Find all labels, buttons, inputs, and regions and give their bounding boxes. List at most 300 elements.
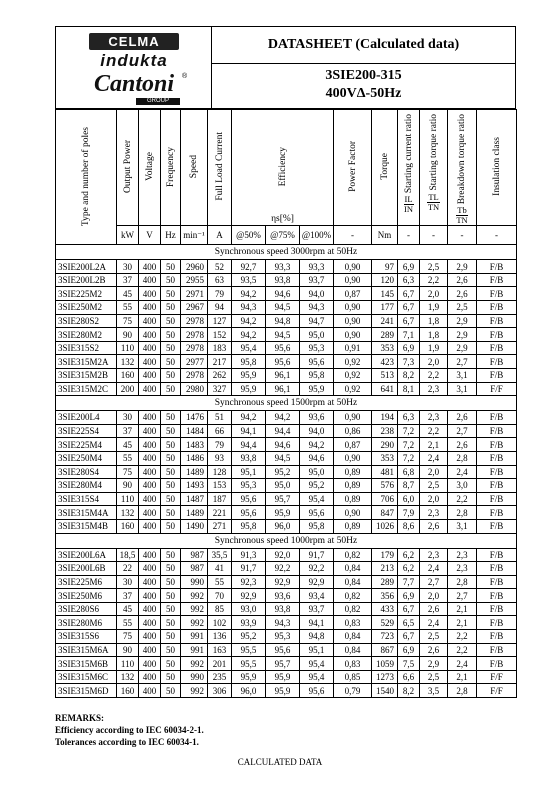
eff50-cell: 95,8 [232,519,266,533]
power-cell: 160 [117,684,139,698]
eff100-cell: 95,1 [300,643,334,657]
voltage-cell: 400 [139,273,161,287]
eff75-cell: 95,6 [266,643,300,657]
speed-cell: 2978 [181,328,208,342]
eff50-cell: 94,2 [232,328,266,342]
current-cell: 221 [208,506,232,520]
datasheet-header [55,26,516,109]
power-factor-cell: 0,90 [334,260,372,274]
speed-cell: 992 [181,589,208,603]
insulation-cell: F/B [477,287,517,301]
start-torque-ratio-cell: 2,4 [420,451,448,465]
eff100-cell: 95,3 [300,341,334,355]
breakdown-ratio-cell: 2,6 [448,287,477,301]
col-starting-current-ratio: Starting current ratio $\frac{IL}{IN}$ [398,110,420,226]
col-output-power: Output Power [117,110,139,226]
torque-cell: 145 [372,287,398,301]
current-cell: 79 [208,287,232,301]
eff50-cell: 94,2 [232,314,266,328]
table-row [56,451,517,465]
insulation-cell: F/B [477,492,517,506]
eff50-cell: 95,9 [232,368,266,382]
breakdown-ratio-cell: 2,1 [448,616,477,630]
torque-cell: 723 [372,630,398,644]
eff75-cell: 95,9 [266,684,300,698]
voltage-cell: 400 [139,451,161,465]
eff50-cell: 93,9 [232,616,266,630]
current-cell: 102 [208,616,232,630]
power-cell: 90 [117,328,139,342]
start-torque-ratio-cell: 2,3 [420,411,448,425]
frequency-cell: 50 [161,643,181,657]
torque-cell: 194 [372,411,398,425]
eff100-cell: 95,6 [300,684,334,698]
breakdown-ratio-cell: 2,6 [448,273,477,287]
frequency-cell: 50 [161,314,181,328]
speed-cell: 1489 [181,506,208,520]
logo-celma: CELMA [89,33,179,50]
frequency-cell: 50 [161,616,181,630]
torque-cell: 241 [372,314,398,328]
frequency-cell: 50 [161,562,181,576]
breakdown-ratio-cell: 2,3 [448,562,477,576]
power-cell: 22 [117,562,139,576]
power-factor-cell: 0,92 [334,368,372,382]
breakdown-ratio-cell: 2,7 [448,424,477,438]
eff75-cell: 94,6 [266,287,300,301]
start-torque-ratio-cell: 2,3 [420,548,448,562]
frequency-cell: 50 [161,438,181,452]
table-row [56,684,517,698]
speed-cell: 2978 [181,314,208,328]
power-cell: 132 [117,670,139,684]
insulation-cell: F/F [477,382,517,396]
unit-nm: Nm [372,226,398,245]
type-cell: 3SIE225S4 [56,424,117,438]
type-cell: 3SIE315M6B [56,657,117,671]
torque-cell: 179 [372,548,398,562]
table-row [56,548,517,562]
power-factor-cell: 0,86 [334,424,372,438]
eff100-cell: 93,7 [300,273,334,287]
start-torque-ratio-cell: 2,7 [420,575,448,589]
eff50-cell: 94,4 [232,438,266,452]
speed-cell: 1484 [181,424,208,438]
breakdown-ratio-cell: 2,4 [448,465,477,479]
current-cell: 163 [208,643,232,657]
current-ratio-cell: 6,6 [398,670,420,684]
power-cell: 30 [117,260,139,274]
eff75-cell: 94,5 [266,301,300,315]
insulation-cell: F/B [477,368,517,382]
torque-cell: 423 [372,355,398,369]
eff100-cell: 93,6 [300,411,334,425]
power-cell: 37 [117,273,139,287]
current-cell: 128 [208,465,232,479]
voltage-cell: 400 [139,438,161,452]
power-cell: 30 [117,411,139,425]
current-cell: 217 [208,355,232,369]
current-cell: 136 [208,630,232,644]
registered-mark: ® [182,73,188,80]
eff100-cell: 93,3 [300,260,334,274]
start-torque-ratio-cell: 2,5 [420,479,448,493]
insulation-cell: F/B [477,301,517,315]
breakdown-ratio-cell: 2,6 [448,411,477,425]
insulation-cell: F/B [477,438,517,452]
type-cell: 3SIE250M2 [56,301,117,315]
eff75-cell: 94,2 [266,411,300,425]
power-factor-cell: 0,84 [334,643,372,657]
breakdown-ratio-cell: 2,8 [448,506,477,520]
eff100-cell: 95,2 [300,479,334,493]
speed-cell: 2967 [181,301,208,315]
current-ratio-cell: 6,3 [398,411,420,425]
type-cell: 3SIE280M2 [56,328,117,342]
start-torque-ratio-cell: 2,0 [420,287,448,301]
eff50-cell: 95,6 [232,506,266,520]
current-ratio-cell: 6,5 [398,616,420,630]
table-row [56,562,517,576]
table-row [56,438,517,452]
insulation-cell: F/B [477,506,517,520]
power-cell: 160 [117,368,139,382]
start-torque-ratio-cell: 2,6 [420,643,448,657]
company-logo [56,27,212,108]
type-cell: 3SIE315M2A [56,355,117,369]
eff100-cell: 95,6 [300,355,334,369]
eff75-cell: 95,6 [266,355,300,369]
start-torque-ratio-cell: 2,3 [420,382,448,396]
unit-insulation: - [477,226,517,245]
start-torque-ratio-cell: 2,2 [420,424,448,438]
current-ratio-cell: 8,2 [398,368,420,382]
breakdown-ratio-cell: 2,9 [448,260,477,274]
eff75-cell: 93,3 [266,260,300,274]
breakdown-ratio-cell: 2,1 [448,670,477,684]
column-header-row [56,110,517,226]
type-cell: 3SIE200L2A [56,260,117,274]
current-ratio-cell: 6,9 [398,643,420,657]
current-ratio-cell: 7,2 [398,424,420,438]
remarks-efficiency: Efficiency according to IEC 60034-2-1. [55,725,204,735]
eff75-cell: 95,2 [266,465,300,479]
col-voltage: Voltage [139,110,161,226]
type-cell: 3SIE200L2B [56,273,117,287]
breakdown-ratio-cell: 2,3 [448,548,477,562]
power-cell: 75 [117,314,139,328]
col-efficiency: Efficiency ηs[%] [232,110,334,226]
current-cell: 327 [208,382,232,396]
eff50-cell: 95,9 [232,670,266,684]
torque-cell: 867 [372,643,398,657]
insulation-cell: F/B [477,341,517,355]
frequency-cell: 50 [161,657,181,671]
current-cell: 183 [208,341,232,355]
type-cell: 3SIE280S6 [56,602,117,616]
table-row [56,602,517,616]
type-cell: 3SIE200L6B [56,562,117,576]
power-factor-cell: 0,83 [334,657,372,671]
eff100-cell: 95,9 [300,382,334,396]
voltage-cell: 400 [139,643,161,657]
table-row [56,411,517,425]
eff75-cell: 94,5 [266,451,300,465]
power-factor-cell: 0,84 [334,562,372,576]
torque-cell: 289 [372,328,398,342]
power-factor-cell: 0,89 [334,519,372,533]
type-cell: 3SIE200L6A [56,548,117,562]
speed-cell: 1476 [181,411,208,425]
current-cell: 94 [208,301,232,315]
table-row [56,479,517,493]
eta-label: ηs[%] [271,214,294,225]
type-cell: 3SIE280S4 [56,465,117,479]
current-ratio-cell: 7,2 [398,451,420,465]
voltage-cell: 400 [139,314,161,328]
voltage-cell: 400 [139,575,161,589]
speed-cell: 2980 [181,382,208,396]
frac-start-torque: $\frac{TL}{TN}$ [427,191,440,212]
insulation-cell: F/B [477,451,517,465]
voltage-cell: 400 [139,260,161,274]
logo-cantoni: Cantoni [93,71,175,97]
eff100-cell: 94,6 [300,451,334,465]
remarks [55,712,204,748]
frequency-cell: 50 [161,301,181,315]
voltage-cell: 400 [139,301,161,315]
frequency-cell: 50 [161,411,181,425]
power-cell: 55 [117,616,139,630]
col-full-load-current: Full Load Current [208,110,232,226]
eff50-cell: 93,0 [232,602,266,616]
insulation-cell: F/B [477,424,517,438]
breakdown-ratio-cell: 2,5 [448,301,477,315]
power-factor-cell: 0,84 [334,575,372,589]
voltage-cell: 400 [139,341,161,355]
power-factor-cell: 0,82 [334,548,372,562]
frequency-cell: 50 [161,451,181,465]
table-row [56,341,517,355]
start-torque-ratio-cell: 2,2 [420,273,448,287]
frequency-cell: 50 [161,479,181,493]
current-cell: 93 [208,451,232,465]
current-ratio-cell: 6,7 [398,287,420,301]
start-torque-ratio-cell: 2,4 [420,616,448,630]
unit-ratio3: - [448,226,477,245]
eff75-cell: 93,8 [266,602,300,616]
current-ratio-cell: 6,7 [398,630,420,644]
voltage-cell: 400 [139,657,161,671]
power-cell: 45 [117,438,139,452]
model-series: 3SIE200-315 [325,68,402,83]
eff75-cell: 94,4 [266,424,300,438]
power-cell: 132 [117,355,139,369]
col-frequency: Frequency [161,110,181,226]
speed-cell: 991 [181,630,208,644]
col-type: Type and number of poles [56,110,117,245]
current-ratio-cell: 6,9 [398,589,420,603]
voltage-cell: 400 [139,616,161,630]
current-ratio-cell: 6,7 [398,314,420,328]
unit-a: A [208,226,232,245]
unit-eff100: @100% [300,226,334,245]
eff50-cell: 95,4 [232,341,266,355]
type-cell: 3SIE315M4B [56,519,117,533]
eff50-cell: 92,3 [232,575,266,589]
speed-cell: 990 [181,575,208,589]
insulation-cell: F/B [477,328,517,342]
current-cell: 271 [208,519,232,533]
current-ratio-cell: 6,0 [398,492,420,506]
type-cell: 3SIE315M2C [56,382,117,396]
speed-cell: 1490 [181,519,208,533]
speed-cell: 2960 [181,260,208,274]
torque-cell: 120 [372,273,398,287]
speed-cell: 990 [181,670,208,684]
insulation-cell: F/B [477,589,517,603]
power-factor-cell: 0,87 [334,438,372,452]
current-cell: 153 [208,479,232,493]
table-row [56,630,517,644]
voltage-cell: 400 [139,602,161,616]
eff100-cell: 94,8 [300,630,334,644]
eff50-cell: 94,2 [232,411,266,425]
eff50-cell: 91,7 [232,562,266,576]
frequency-cell: 50 [161,368,181,382]
power-factor-cell: 0,82 [334,589,372,603]
torque-cell: 1540 [372,684,398,698]
eff75-cell: 93,8 [266,273,300,287]
eff100-cell: 95,6 [300,506,334,520]
unit-v: V [139,226,161,245]
start-torque-ratio-cell: 2,0 [420,355,448,369]
start-torque-ratio-cell: 2,5 [420,670,448,684]
footer-label: CALCULATED DATA [237,757,323,767]
unit-ratio2: - [420,226,448,245]
torque-cell: 513 [372,368,398,382]
eff100-cell: 95,4 [300,492,334,506]
units-row [56,226,517,245]
table-row [56,273,517,287]
current-ratio-cell: 7,3 [398,355,420,369]
unit-speed: min⁻¹ [181,226,208,245]
torque-cell: 356 [372,589,398,603]
current-ratio-cell: 8,6 [398,519,420,533]
power-factor-cell: 0,91 [334,341,372,355]
power-factor-cell: 0,90 [334,273,372,287]
torque-cell: 1059 [372,657,398,671]
eff75-cell: 96,0 [266,519,300,533]
col-torque: Torque [372,110,398,226]
voltage-cell: 400 [139,368,161,382]
insulation-cell: F/B [477,548,517,562]
speed-cell: 2978 [181,341,208,355]
power-cell: 75 [117,465,139,479]
table-row [56,368,517,382]
type-cell: 3SIE315M4A [56,506,117,520]
frequency-cell: 50 [161,287,181,301]
table-row [56,589,517,603]
power-factor-cell: 0,90 [334,506,372,520]
current-ratio-cell: 7,9 [398,506,420,520]
eff100-cell: 95,0 [300,465,334,479]
voltage-cell: 400 [139,589,161,603]
current-ratio-cell: 6,7 [398,301,420,315]
eff100-cell: 95,0 [300,328,334,342]
eff50-cell: 95,9 [232,382,266,396]
frac-current: $\frac{IL}{IN}$ [404,194,414,215]
start-torque-ratio-cell: 1,9 [420,301,448,315]
power-factor-cell: 0,92 [334,355,372,369]
section-title: Synchronous speed 1500rpm at 50Hz [56,396,517,411]
unit-pf: - [334,226,372,245]
eff75-cell: 95,6 [266,341,300,355]
eff50-cell: 94,3 [232,301,266,315]
type-cell: 3SIE315M6A [56,643,117,657]
unit-eff75: @75% [266,226,300,245]
type-cell: 3SIE225M4 [56,438,117,452]
frequency-cell: 50 [161,341,181,355]
start-torque-ratio-cell: 2,5 [420,260,448,274]
breakdown-ratio-cell: 2,8 [448,684,477,698]
power-cell: 55 [117,301,139,315]
eff50-cell: 95,6 [232,492,266,506]
speed-cell: 987 [181,548,208,562]
power-cell: 75 [117,630,139,644]
current-cell: 201 [208,657,232,671]
type-cell: 3SIE250M4 [56,451,117,465]
voltage-cell: 400 [139,287,161,301]
frequency-cell: 50 [161,465,181,479]
eff75-cell: 95,9 [266,670,300,684]
section-header-row [56,533,517,548]
current-ratio-cell: 8,2 [398,684,420,698]
table-row [56,465,517,479]
remarks-title: REMARKS: [55,713,104,723]
insulation-cell: F/B [477,602,517,616]
current-ratio-cell: 6,3 [398,273,420,287]
power-factor-cell: 0,87 [334,287,372,301]
eff100-cell: 94,3 [300,301,334,315]
voltage-cell: 400 [139,411,161,425]
eff100-cell: 93,7 [300,602,334,616]
type-cell: 3SIE315S2 [56,341,117,355]
current-ratio-cell: 7,2 [398,438,420,452]
torque-cell: 213 [372,562,398,576]
frequency-cell: 50 [161,492,181,506]
insulation-cell: F/B [477,411,517,425]
table-row [56,575,517,589]
speed-cell: 2955 [181,273,208,287]
eff75-cell: 94,8 [266,314,300,328]
insulation-cell: F/B [477,260,517,274]
voltage-cell: 400 [139,506,161,520]
eff100-cell: 95,4 [300,670,334,684]
torque-cell: 706 [372,492,398,506]
start-torque-ratio-cell: 2,0 [420,492,448,506]
type-cell: 3SIE250M6 [56,589,117,603]
col-insulation-class: Insulation class [477,110,517,226]
current-cell: 306 [208,684,232,698]
type-cell: 3SIE225M2 [56,287,117,301]
power-factor-cell: 0,90 [334,314,372,328]
current-cell: 55 [208,575,232,589]
datasheet-title: DATASHEET (Calculated data) [212,27,515,64]
breakdown-ratio-cell: 3,1 [448,368,477,382]
frac-breakdown: $\frac{Tb}{TN}$ [456,205,468,226]
eff100-cell: 92,2 [300,562,334,576]
